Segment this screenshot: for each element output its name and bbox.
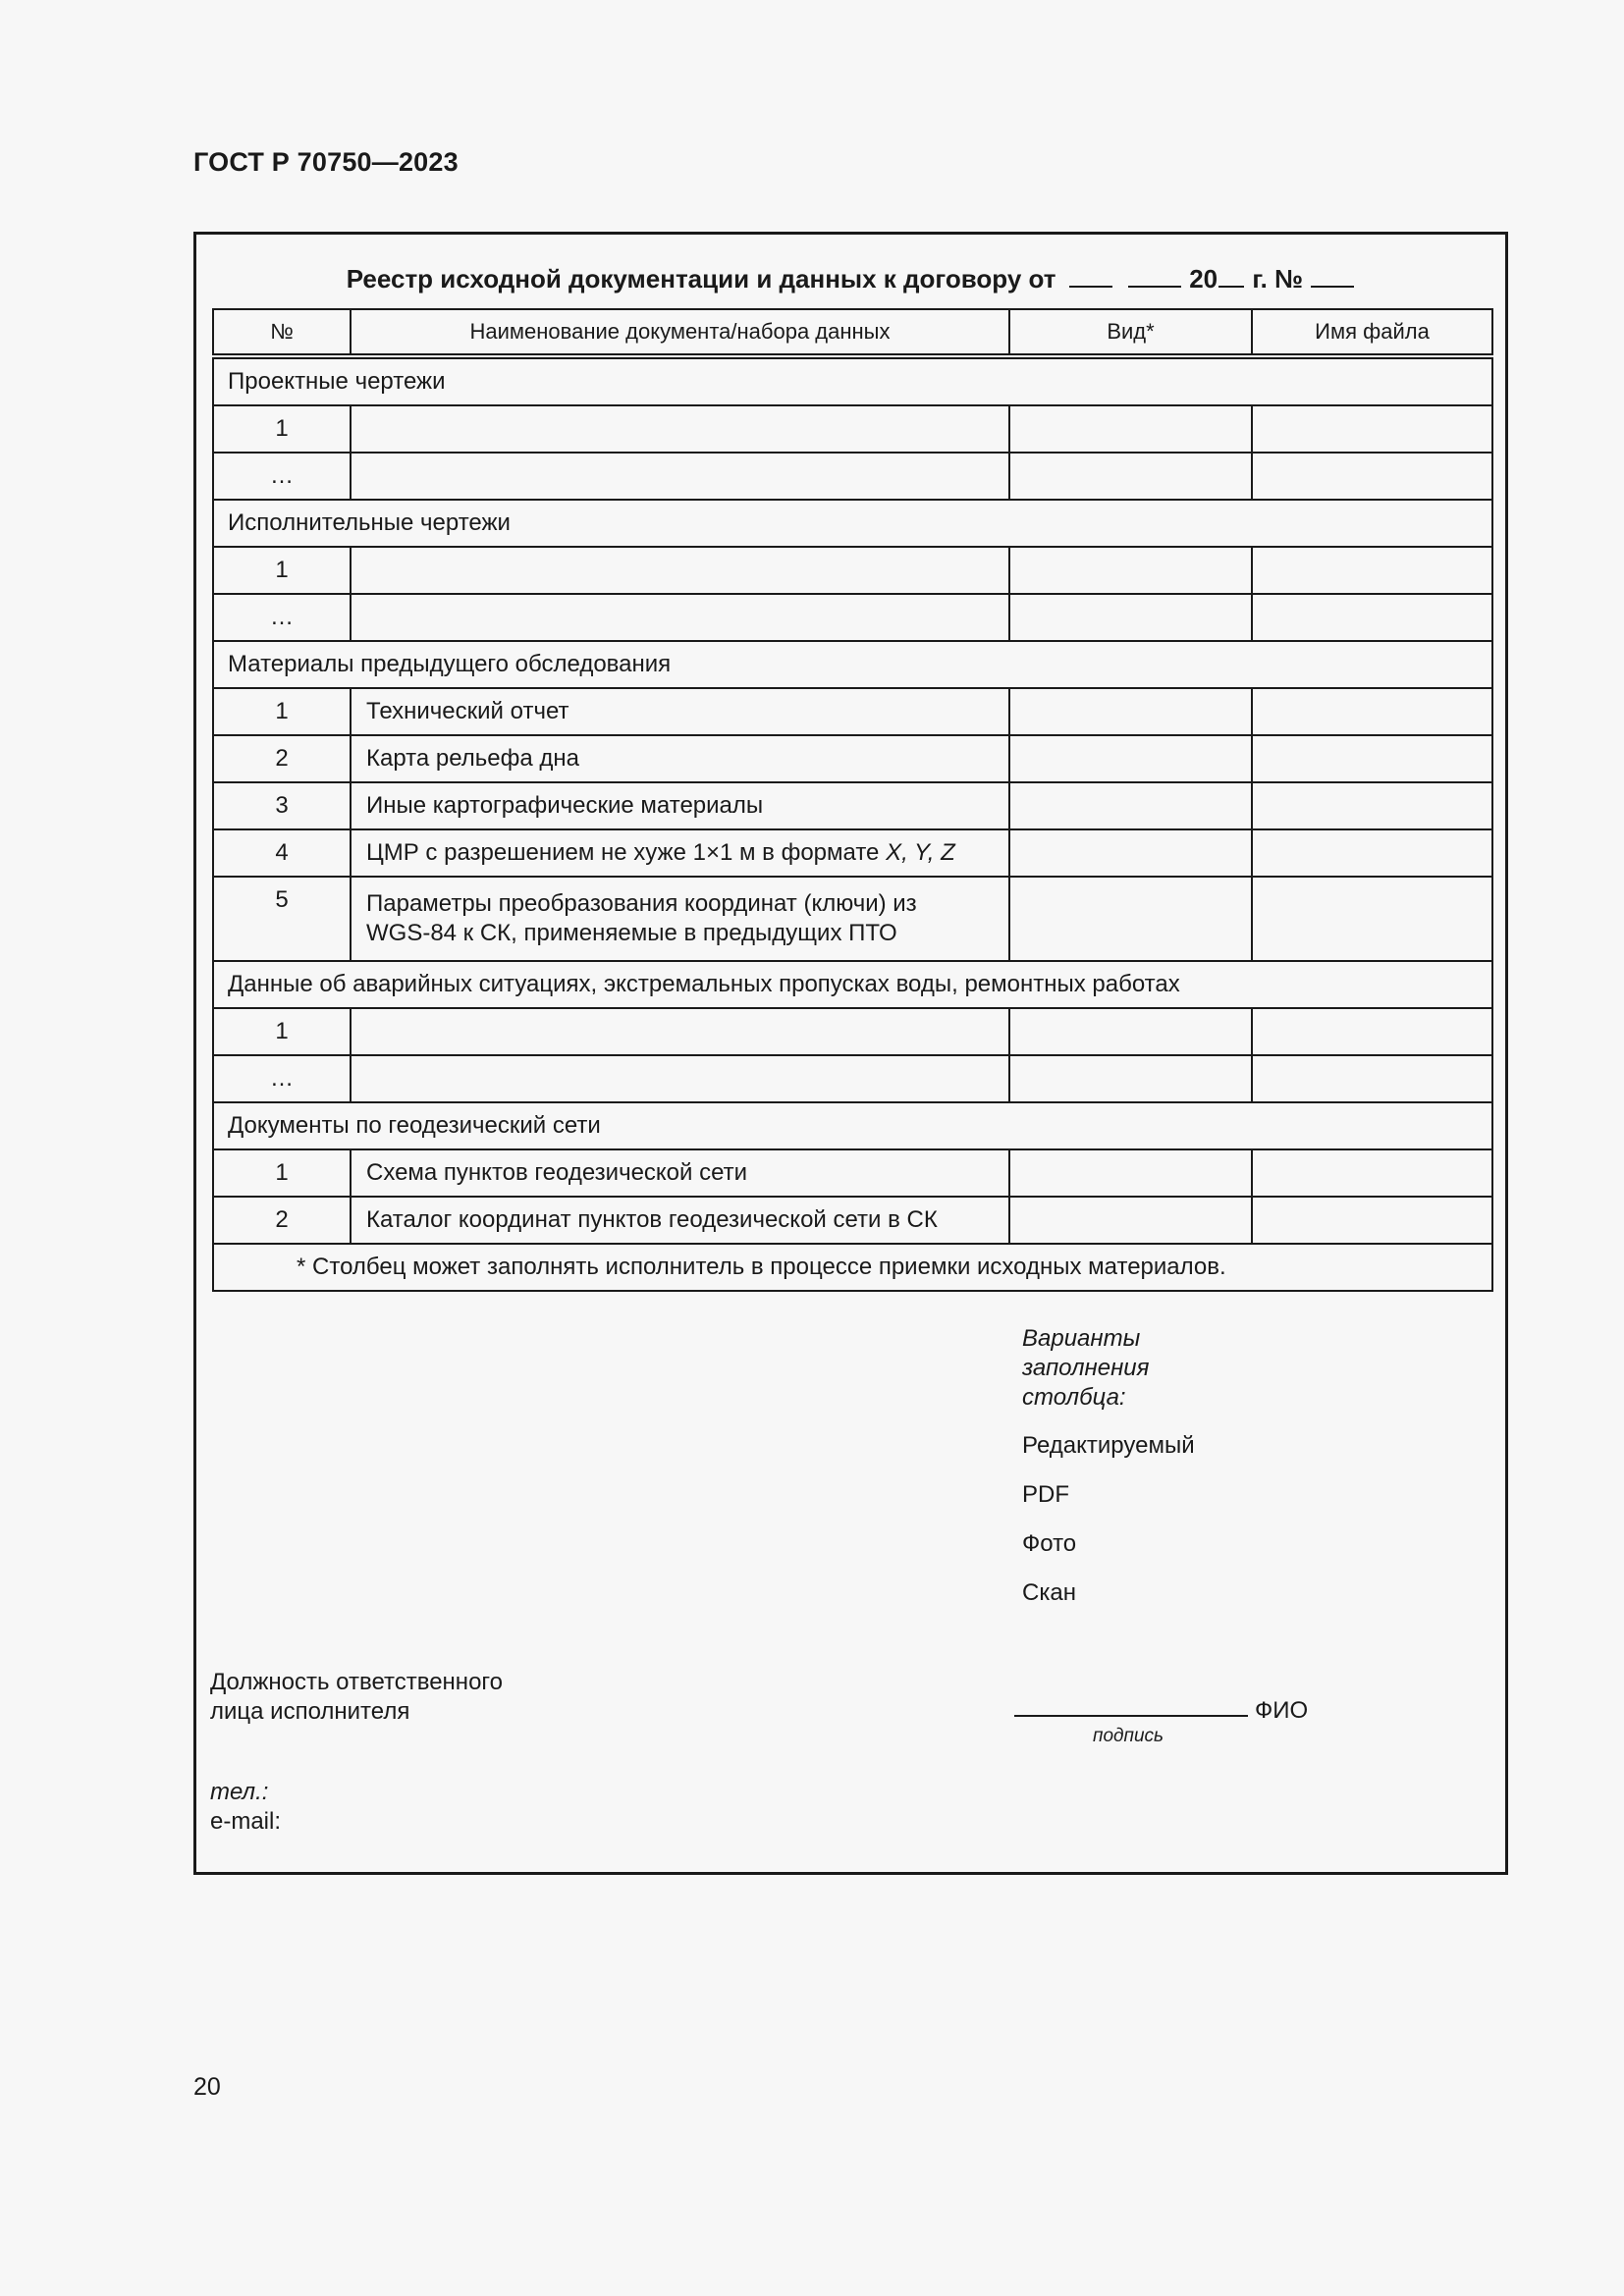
row-name-cell: Схема пунктов геодезической сети: [351, 1149, 1009, 1197]
footnote-row: [213, 1244, 1492, 1291]
contact-block: [210, 1778, 281, 1837]
form-title-number-label: г. №: [1252, 264, 1304, 294]
responsible-position-label: Должность ответственного лица исполнителя: [210, 1669, 503, 1725]
table-footnote: * Столбец может заполнять исполнитель в процессе приемки исходных материалов.: [213, 1244, 1492, 1291]
row-filename-cell: [1252, 1008, 1492, 1055]
row-name-cell: [351, 877, 1009, 961]
row-number: 1: [213, 547, 351, 594]
row-name-line: WGS-84 к СК, применяемые в предыдущих ПТО: [366, 920, 897, 946]
row-number: 2: [213, 735, 351, 782]
fill-options: [1022, 1324, 1195, 1608]
row-name-cell: [351, 1008, 1009, 1055]
section-row: [213, 500, 1492, 547]
table-row: [213, 1008, 1492, 1055]
signature-caption: подпись: [1093, 1726, 1164, 1746]
row-number: 3: [213, 782, 351, 829]
row-name-cell: Иные картографические материалы: [351, 782, 1009, 829]
row-name-cell: [351, 405, 1009, 453]
row-filename-cell: [1252, 547, 1492, 594]
row-filename-cell: [1252, 782, 1492, 829]
phone-label: тел.:: [210, 1779, 269, 1805]
table-row: [213, 453, 1492, 500]
section-row: [213, 1102, 1492, 1149]
row-type-cell: [1009, 688, 1252, 735]
table-row: [213, 405, 1492, 453]
row-name-cell: [351, 829, 1009, 877]
row-number: …: [213, 594, 351, 641]
standard-header: ГОСТ Р 70750—2023: [193, 147, 459, 177]
row-name-line: Параметры преобразования координат (ключи) из: [366, 890, 917, 917]
table-row: [213, 547, 1492, 594]
row-type-cell: [1009, 547, 1252, 594]
row-filename-cell: [1252, 1149, 1492, 1197]
row-number: …: [213, 453, 351, 500]
fill-option: Скан: [1022, 1579, 1076, 1606]
row-filename-cell: [1252, 829, 1492, 877]
row-filename-cell: [1252, 688, 1492, 735]
form-title-text: Реестр исходной документации и данных к договору от: [346, 264, 1056, 294]
row-name-italic: X, Y, Z: [886, 839, 955, 866]
row-number: 1: [213, 1149, 351, 1197]
row-number: 1: [213, 1008, 351, 1055]
row-name-cell: [351, 1055, 1009, 1102]
table-row: [213, 735, 1492, 782]
row-type-cell: [1009, 1008, 1252, 1055]
section-row: [213, 641, 1492, 688]
row-name-text: ЦМР с разрешением не хуже 1×1 м в формате: [366, 839, 887, 866]
row-filename-cell: [1252, 594, 1492, 641]
section-row: [213, 356, 1492, 405]
year-prefix: 20: [1189, 264, 1218, 294]
section-row: [213, 961, 1492, 1008]
signature-line: [1014, 1715, 1248, 1717]
section-title: Материалы предыдущего обследования: [213, 641, 1492, 688]
row-name-cell: [351, 594, 1009, 641]
row-type-cell: [1009, 782, 1252, 829]
section-title: Исполнительные чертежи: [213, 500, 1492, 547]
table-row: [213, 782, 1492, 829]
row-name-cell: Каталог координат пунктов геодезической сети в СК: [351, 1197, 1009, 1244]
day-blank: [1069, 264, 1112, 288]
row-filename-cell: [1252, 1055, 1492, 1102]
row-type-cell: [1009, 735, 1252, 782]
row-filename-cell: [1252, 877, 1492, 961]
table-row: [213, 877, 1492, 961]
row-filename-cell: [1252, 1197, 1492, 1244]
row-number: 4: [213, 829, 351, 877]
table-row: [213, 1149, 1492, 1197]
col-header-number: №: [213, 309, 351, 356]
table-row: [213, 1055, 1492, 1102]
table-row: [213, 1197, 1492, 1244]
page-number: 20: [193, 2073, 221, 2101]
row-number: 1: [213, 405, 351, 453]
row-type-cell: [1009, 594, 1252, 641]
form-frame: [193, 232, 1508, 1875]
row-type-cell: [1009, 1197, 1252, 1244]
row-filename-cell: [1252, 405, 1492, 453]
fill-options-caption: Варианты заполнения столбца:: [1022, 1325, 1150, 1411]
fill-option: Редактируемый: [1022, 1432, 1195, 1459]
col-header-name: Наименование документа/набора данных: [351, 309, 1009, 356]
section-title: Документы по геодезический сети: [213, 1102, 1492, 1149]
row-name-cell: [351, 453, 1009, 500]
table-row: [213, 688, 1492, 735]
fill-option: PDF: [1022, 1481, 1069, 1508]
row-type-cell: [1009, 405, 1252, 453]
row-number: …: [213, 1055, 351, 1102]
table-row: [213, 594, 1492, 641]
row-type-cell: [1009, 829, 1252, 877]
row-number: 5: [213, 877, 351, 961]
row-filename-cell: [1252, 735, 1492, 782]
number-blank: [1311, 264, 1354, 288]
row-number: 2: [213, 1197, 351, 1244]
fio-label: ФИО: [1255, 1697, 1309, 1724]
email-label: e-mail:: [210, 1808, 282, 1835]
col-header-filename: Имя файла: [1252, 309, 1492, 356]
row-type-cell: [1009, 877, 1252, 961]
table-header-row: [213, 309, 1492, 356]
row-filename-cell: [1252, 453, 1492, 500]
section-title: Данные об аварийных ситуациях, экстремальных пропусках воды, ремонтных работах: [213, 961, 1492, 1008]
row-type-cell: [1009, 1055, 1252, 1102]
row-type-cell: [1009, 1149, 1252, 1197]
fill-option: Фото: [1022, 1530, 1077, 1557]
form-title: [196, 264, 1505, 294]
row-type-cell: [1009, 453, 1252, 500]
section-title: Проектные чертежи: [213, 356, 1492, 405]
month-blank: [1128, 264, 1181, 288]
row-name-cell: [351, 547, 1009, 594]
table-row: [213, 829, 1492, 877]
col-header-type: Вид*: [1009, 309, 1252, 356]
row-name-cell: Карта рельефа дна: [351, 735, 1009, 782]
registry-table: [212, 308, 1493, 1292]
row-name-cell: Технический отчет: [351, 688, 1009, 735]
year-blank: [1218, 264, 1244, 288]
row-number: 1: [213, 688, 351, 735]
